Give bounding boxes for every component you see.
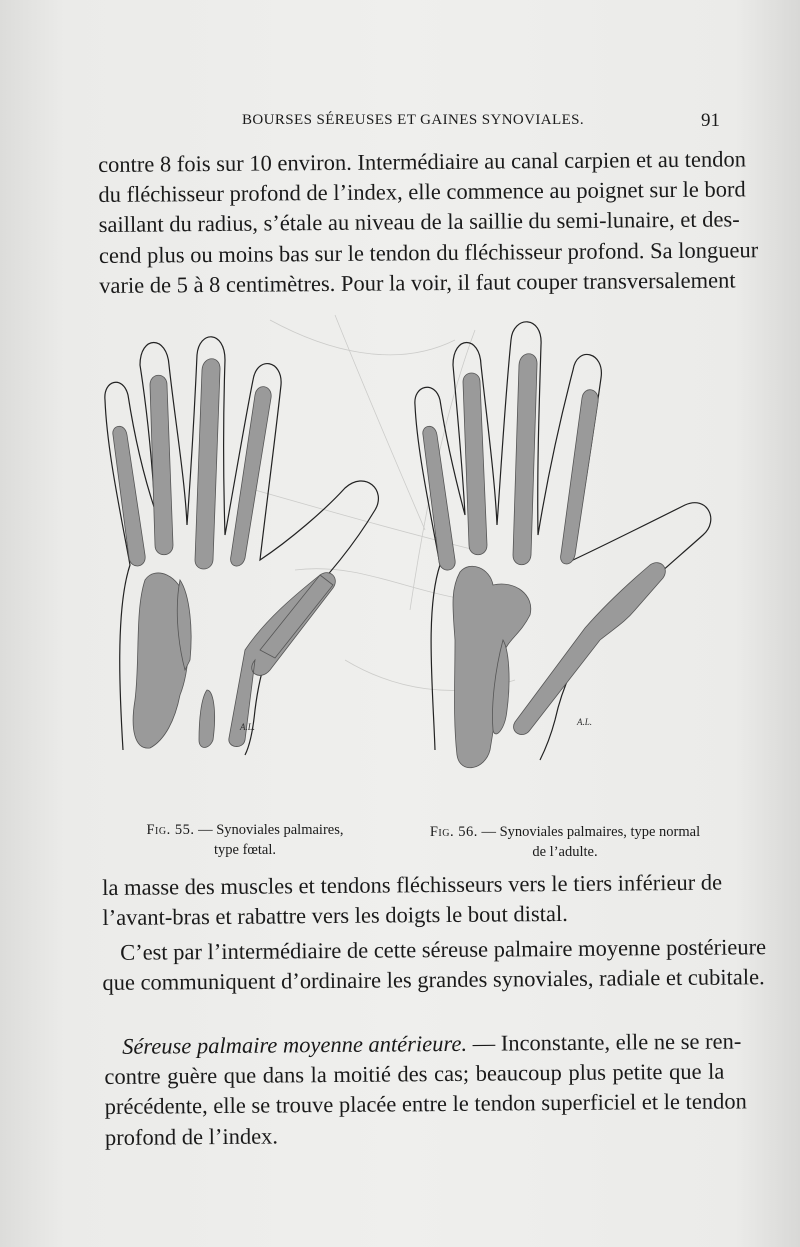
text-line: cend plus ou moins bas sur le tendon du fléchisseur profond. Sa longueur: [98, 236, 759, 268]
page-header: [90, 110, 740, 140]
text-line: que communiquent d’ordinaire les grandes synoviales, radiale et cubitale.: [102, 964, 765, 996]
text-line: contre 8 fois sur 10 environ. Intermédiaire au canal carpien et au tendon: [98, 146, 747, 177]
figure-55-caption-line2: type fœtal.: [213, 842, 276, 858]
figure-56-caption: [410, 822, 720, 862]
paragraph-3: [102, 933, 767, 999]
page-number: 91: [701, 110, 720, 131]
figure-56-label: Fig. 56.: [429, 824, 478, 840]
fig56-synovial-sheaths: [423, 354, 666, 768]
section-title-rest: — Inconstante, elle ne se ren-: [472, 1028, 742, 1056]
figure-56-caption-line1: — Synoviales palmaires, type normal: [481, 824, 701, 840]
figure-56-caption-line2: de l’adulte.: [532, 844, 598, 860]
text-line: profond de l’index.: [104, 1123, 279, 1150]
fig55-signature: A.L.: [240, 722, 256, 732]
text-line: contre guère que dans la moitié des cas; beaucoup plus petite que la: [104, 1058, 725, 1090]
text-line: varie de 5 à 8 centimètres. Pour la voir, il faut couper transversalement: [99, 267, 736, 298]
text-line: l’avant-bras et rabattre vers les doigts le bout distal.: [102, 901, 568, 931]
figure-55-caption-line1: — Synoviales palmaires,: [198, 822, 344, 838]
text-line: saillant du radius, s’étale au niveau de la saillie du semi-lunaire, et des-: [98, 206, 740, 238]
text-line: la masse des muscles et tendons fléchisseurs vers le tiers inférieur de: [102, 869, 723, 900]
figure-55-label: Fig. 55.: [146, 822, 195, 838]
paragraph-4: [104, 1027, 747, 1153]
figure-55-caption: [130, 820, 360, 860]
fig56-signature: A.L.: [577, 717, 593, 727]
running-head: BOURSES SÉREUSES ET GAINES SYNOVIALES.: [242, 112, 585, 128]
paragraph-1: [98, 145, 759, 301]
text-line: précédente, elle se trouve placée entre le tendon superficiel et le tendon: [104, 1088, 747, 1120]
anatomical-plate: [95, 310, 735, 800]
text-line: du fléchisseur profond de l’index, elle commence au poignet sur le bord: [98, 176, 746, 208]
section-title: Séreuse palmaire moyenne antérieure.: [122, 1030, 468, 1059]
text-line: C’est par l’intermédiaire de cette séreuse palmaire moyenne postérieure: [120, 934, 767, 965]
paragraph-2: [102, 868, 723, 934]
